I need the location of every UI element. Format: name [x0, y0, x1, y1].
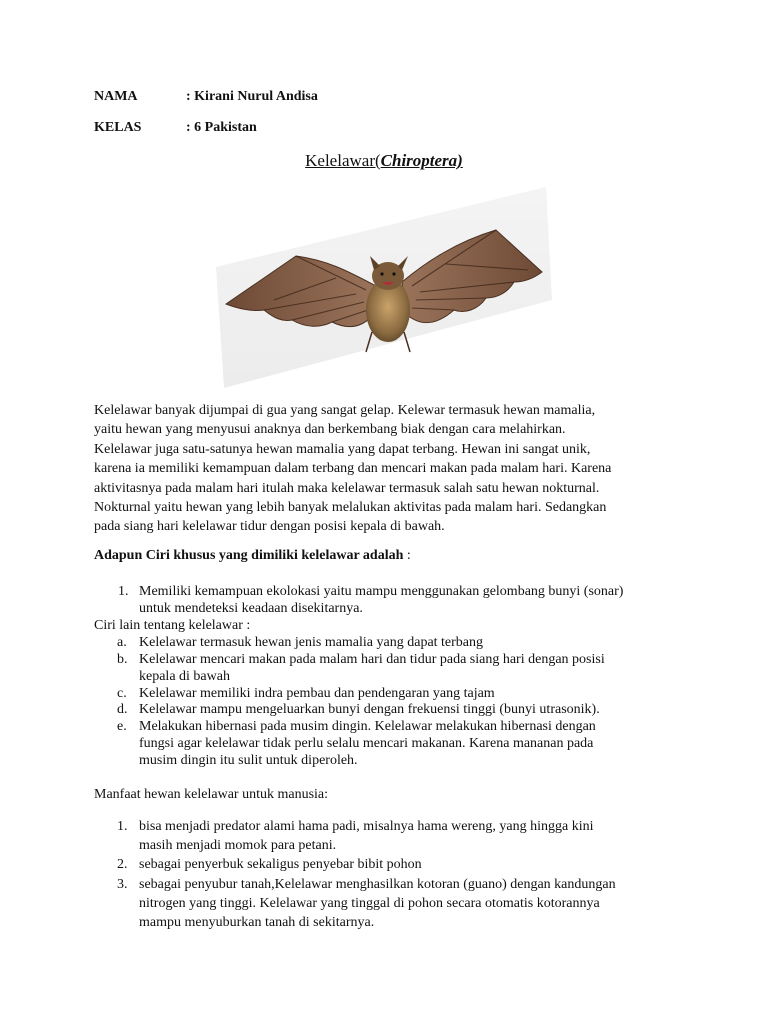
features-heading	[94, 548, 411, 564]
list-marker: 1.	[117, 819, 128, 834]
title-latin: Chiroptera)	[380, 151, 463, 170]
title-main: Kelelawar(	[305, 151, 381, 170]
list-marker: 2.	[117, 857, 128, 872]
list-marker: c.	[117, 686, 127, 701]
list-item-line: kepala di bawah	[139, 669, 230, 684]
name-label: NAMA	[94, 89, 138, 104]
features-heading-colon: :	[403, 548, 411, 563]
list-item-line: Kelelawar termasuk hewan jenis mamalia yang dapat terbang	[139, 635, 484, 650]
list-item-line: Melakukan hibernasi pada musim dingin. Kelelawar melakukan hibernasi dengan	[139, 719, 596, 734]
list-marker: 3.	[117, 877, 128, 892]
list-item-line: fungsi agar kelelawar tidak perlu selalu mencari makanan. Karena mananan pada	[139, 736, 594, 751]
list-marker: e.	[117, 719, 127, 734]
class-value: : 6 Pakistan	[186, 120, 257, 135]
intro-line: yaitu hewan yang menyusui anaknya dan berkembang biak dengan cara melahirkan.	[94, 422, 566, 438]
list-item-line: Kelelawar mencari makan pada malam hari dan tidur pada siang hari dengan posisi	[139, 652, 605, 667]
benefits-heading: Manfaat hewan kelelawar untuk manusia:	[94, 787, 329, 802]
intro-line: Nokturnal yaitu hewan yang lebih banyak melalukan aktivitas pada malam hari. Sedangkan	[94, 500, 607, 516]
intro-line: aktivitasnya pada malam hari itulah maka kelelawar termasuk salah satu hewan nokturnal.	[94, 480, 600, 496]
list-marker: 1.	[118, 584, 129, 599]
list-item-line: sebagai penyerbuk sekaligus penyebar bibit pohon	[139, 857, 422, 872]
intro-paragraph	[94, 401, 674, 537]
list-item-line: Memiliki kemampuan ekolokasi yaitu mampu menggunakan gelombang bunyi (sonar)	[139, 584, 624, 599]
list-item-line: sebagai penyubur tanah,Kelelawar menghasilkan kotoran (guano) dengan kandungan	[139, 877, 616, 892]
page-title	[0, 151, 768, 171]
intro-line: pada siang hari kelelawar tidur dengan posisi kepala di bawah.	[94, 519, 445, 535]
list-item-line: untuk mendeteksi keadaan disekitarnya.	[139, 601, 363, 616]
other-traits-heading: Ciri lain tentang kelelawar :	[94, 618, 251, 633]
intro-line: karena ia memiliki kemampuan dalam terbang dan mencari makan pada malam hari. Karena	[94, 461, 612, 477]
bat-photo	[216, 182, 552, 388]
intro-line: Kelelawar banyak dijumpai di gua yang sangat gelap. Kelewar termasuk hewan mamalia,	[94, 403, 596, 418]
list-item-line: masih menjadi momok para petani.	[139, 838, 337, 853]
intro-line: Kelelawar juga satu-satunya hewan mamalia yang dapat terbang. Hewan ini sangat unik,	[94, 441, 591, 457]
list-marker: d.	[117, 702, 128, 717]
class-label: KELAS	[94, 120, 142, 135]
list-item-line: Kelelawar mampu mengeluarkan bunyi dengan frekuensi tinggi (bunyi utrasonik).	[139, 702, 600, 717]
list-item-line: mampu menyuburkan tanah di sekitarnya.	[139, 915, 375, 930]
bat-illustration	[216, 182, 552, 388]
list-marker: b.	[117, 652, 128, 667]
list-item-line: Kelelawar memiliki indra pembau dan pendengaran yang tajam	[139, 686, 495, 701]
list-marker: a.	[117, 635, 127, 650]
features-heading-text: Adapun Ciri khusus yang dimiliki kelelawar adalah	[94, 548, 404, 563]
name-value: : Kirani Nurul Andisa	[186, 89, 318, 104]
list-item-line: bisa menjadi predator alami hama padi, misalnya hama wereng, yang hingga kini	[139, 819, 594, 834]
list-item-line: musim dingin itu sulit untuk diperoleh.	[139, 753, 358, 768]
list-item-line: nitrogen yang tinggi. Kelelawar yang tinggal di pohon secara otomatis kotorannya	[139, 896, 600, 911]
